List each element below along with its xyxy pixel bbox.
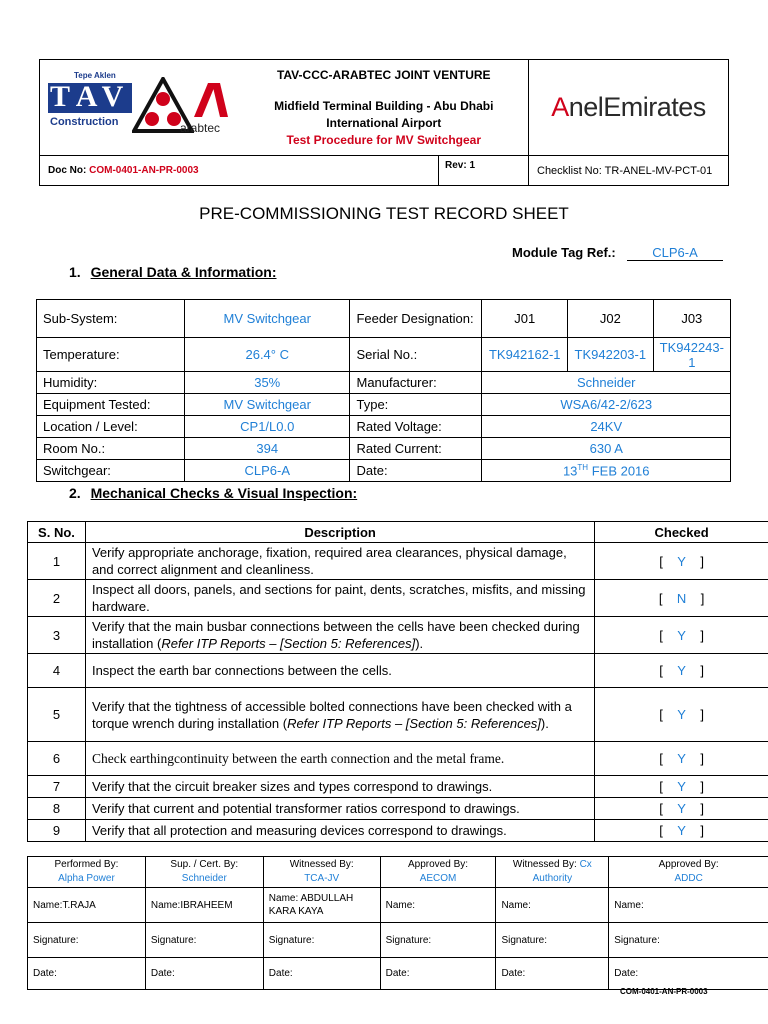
date-value <box>482 460 731 482</box>
procedure-title: Test Procedure for MV Switchgear <box>286 132 481 147</box>
check-desc-text: Inspect all doors, panels, and sections for paint, dents, scratches, misfits, and missing hardware. <box>91 582 586 614</box>
check-row <box>28 543 768 580</box>
tav-logo-text: TAV <box>50 79 132 113</box>
check-mark-cell[interactable]: [ Y ] <box>595 820 768 842</box>
check-description <box>85 798 594 820</box>
check-desc-ref: Refer ITP Reports – [Section 5: References] <box>287 715 541 731</box>
date-label: Date: <box>350 460 482 482</box>
doc-no-label: Doc No: <box>48 165 87 176</box>
check-mark: Y <box>677 707 686 722</box>
room-label: Room No.: <box>37 438 185 460</box>
check-desc-text: Verify appropriate anchorage, fixation, required area clearances, physical damage, and correct alignment and cleanliness. <box>91 545 567 577</box>
document-header <box>39 59 729 186</box>
logo-tepe-akfen: Tepe Aklen <box>74 70 116 80</box>
checklist-no: Checklist No: TR-ANEL-MV-PCT-01 <box>529 156 729 186</box>
check-sno: 8 <box>28 798 86 820</box>
check-description <box>85 688 594 742</box>
serial-j01: TK942162-1 <box>482 338 568 372</box>
signoff-date[interactable]: Date: <box>28 958 146 990</box>
signoff-name[interactable]: Name: <box>609 888 768 923</box>
check-description <box>85 654 594 688</box>
signoff-header <box>145 857 263 888</box>
check-mark-cell[interactable]: [ Y ] <box>595 654 768 688</box>
check-desc-text: Verify that current and potential transformer ratios correspond to drawings. <box>91 801 520 816</box>
switchgear-value: CLP6-A <box>185 460 350 482</box>
check-sno: 7 <box>28 776 86 798</box>
check-description <box>85 543 594 580</box>
anel-logo-a: A <box>551 92 569 122</box>
check-row <box>28 742 768 776</box>
signoff-date[interactable]: Date: <box>380 958 496 990</box>
check-desc-text: Verify that all protection and measuring devices correspond to drawings. <box>91 823 507 838</box>
check-sno: 9 <box>28 820 86 842</box>
check-desc-text: Verify that the main busbar connections between the cells have been checked during installation ( <box>91 619 580 651</box>
voltage-label: Rated Voltage: <box>350 416 482 438</box>
check-row <box>28 580 768 617</box>
section-2-heading <box>69 485 357 501</box>
check-desc-text: Check earthingcontinuity between the earth connection and the metal frame. <box>91 751 505 766</box>
subsystem-label: Sub-System: <box>37 300 185 338</box>
location-label: Location / Level: <box>37 416 185 438</box>
switchgear-label: Switchgear: <box>37 460 185 482</box>
equipment-value: MV Switchgear <box>185 394 350 416</box>
check-sno: 3 <box>28 617 86 654</box>
anel-logo-rest: nelEmirates <box>568 92 706 122</box>
section-1-title: General Data & Information: <box>90 264 277 280</box>
signoff-org: Schneider <box>181 873 227 884</box>
location-value: CP1/L0.0 <box>185 416 350 438</box>
doc-no-cell <box>40 156 439 186</box>
signoff-header <box>380 857 496 888</box>
check-row <box>28 798 768 820</box>
check-row <box>28 688 768 742</box>
signoff-header <box>609 857 768 888</box>
module-tag-value: CLP6-A <box>652 245 698 260</box>
subsystem-value: MV Switchgear <box>185 300 350 338</box>
check-row <box>28 617 768 654</box>
check-desc-text: Verify that the circuit breaker sizes and types correspond to drawings. <box>91 779 493 794</box>
feeder-j02: J02 <box>568 300 654 338</box>
rev-label: Rev: 1 <box>445 160 476 171</box>
section-2-title: Mechanical Checks & Visual Inspection: <box>90 485 358 501</box>
check-desc-tail: ). <box>540 715 549 731</box>
section-1-heading <box>69 264 277 280</box>
check-desc-text: Inspect the earth bar connections between the cells. <box>91 663 392 678</box>
section-2-number: 2. <box>69 485 81 501</box>
check-row <box>28 776 768 798</box>
check-row <box>28 820 768 842</box>
signoff-date[interactable]: Date: <box>263 958 380 990</box>
check-mark: Y <box>677 751 686 766</box>
current-label: Rated Current: <box>350 438 482 460</box>
project-line-1: Midfield Terminal Building - Abu Dhabi <box>274 98 494 113</box>
temperature-label: Temperature: <box>37 338 185 372</box>
check-sno: 2 <box>28 580 86 617</box>
signoff-signature[interactable]: Signature: <box>496 923 609 958</box>
check-mark: Y <box>677 823 686 838</box>
doc-no-value: COM-0401-AN-PR-0003 <box>89 165 199 176</box>
check-sno: 4 <box>28 654 86 688</box>
check-row <box>28 654 768 688</box>
general-data-table <box>36 299 731 482</box>
arabtec-mark-icon <box>190 79 230 119</box>
signoff-name[interactable]: Name: <box>496 888 609 923</box>
logo-arabtec: arabtec <box>180 120 221 135</box>
col-desc-header: Description <box>85 522 594 543</box>
col-checked-header: Checked <box>595 522 768 543</box>
check-mark-cell[interactable]: [ Y ] <box>595 688 768 742</box>
mechanical-checks-table <box>27 521 768 842</box>
rev-cell <box>439 156 529 186</box>
col-sno-header: S. No. <box>28 522 86 543</box>
module-tag-field <box>627 245 723 261</box>
check-description <box>85 617 594 654</box>
signoff-name[interactable]: Name: <box>380 888 496 923</box>
check-description <box>85 776 594 798</box>
signoff-role-extra: Cx <box>579 859 592 870</box>
feeder-j03: J03 <box>653 300 730 338</box>
check-mark: Y <box>677 627 686 643</box>
signoff-org: ADDC <box>674 873 703 884</box>
check-description <box>85 580 594 617</box>
header-title-block <box>240 60 529 156</box>
room-value: 394 <box>185 438 350 460</box>
date-suffix: TH <box>577 462 589 472</box>
humidity-value: 35% <box>185 372 350 394</box>
signoff-signature[interactable]: Signature: <box>380 923 496 958</box>
check-sno: 6 <box>28 742 86 776</box>
equipment-label: Equipment Tested: <box>37 394 185 416</box>
check-description <box>85 742 594 776</box>
check-mark-cell[interactable]: [ Y ] <box>595 617 768 654</box>
type-value: WSA6/42-2/623 <box>482 394 731 416</box>
signoff-signature[interactable]: Signature: <box>263 923 380 958</box>
signoff-date[interactable]: Date: <box>145 958 263 990</box>
check-mark-cell[interactable]: [ Y ] <box>595 776 768 798</box>
signoff-signature[interactable]: Signature: <box>145 923 263 958</box>
check-mark-cell[interactable]: [ Y ] <box>595 742 768 776</box>
logo-construction: Construction <box>50 115 119 128</box>
module-tag-label: Module Tag Ref.: <box>512 245 616 260</box>
date-day: 13 <box>562 463 578 479</box>
signoff-role: Sup. / Cert. By: <box>170 859 239 870</box>
section-1-number: 1. <box>69 264 81 280</box>
feeder-label: Feeder Designation: <box>350 300 482 338</box>
signoff-role: Witnessed By: <box>512 859 577 870</box>
check-desc-text: Verify that the tightness of accessible bolted connections have been checked with a torque wrench during installation ( <box>91 698 572 731</box>
signoff-org: Authority <box>532 873 573 884</box>
signoff-header <box>496 857 609 888</box>
voltage-value: 24KV <box>482 416 731 438</box>
check-mark: N <box>676 590 687 606</box>
check-sno: 5 <box>28 688 86 742</box>
serial-j03: TK942243-1 <box>653 338 730 372</box>
check-mark: Y <box>677 663 686 678</box>
check-desc-tail: ). <box>415 636 424 651</box>
check-mark: Y <box>677 801 686 816</box>
check-sno: 1 <box>28 543 86 580</box>
check-mark: Y <box>677 779 686 794</box>
humidity-label: Humidity: <box>37 372 185 394</box>
check-description <box>85 820 594 842</box>
temperature-value: 26.4° C <box>185 338 350 372</box>
signoff-name[interactable]: Name: ABDULLAH KARA KAYA <box>263 888 380 923</box>
signoff-date[interactable]: Date: <box>496 958 609 990</box>
signoff-header <box>263 857 380 888</box>
check-mark-cell[interactable]: [ Y ] <box>595 543 768 580</box>
check-mark-cell[interactable]: [ N ] <box>595 580 768 617</box>
signoff-role: Performed By: <box>54 859 119 870</box>
signoff-date[interactable]: Date: <box>609 958 768 990</box>
current-value: 630 A <box>482 438 731 460</box>
serial-label: Serial No.: <box>350 338 482 372</box>
feeder-j01: J01 <box>482 300 568 338</box>
check-desc-ref: Refer ITP Reports – [Section 5: References] <box>161 636 416 651</box>
jv-name: TAV-CCC-ARABTEC JOINT VENTURE <box>276 67 491 82</box>
check-mark-cell[interactable]: [ Y ] <box>595 798 768 820</box>
signoff-org: Alpha Power <box>58 873 115 884</box>
signoff-org: AECOM <box>419 873 457 884</box>
check-mark: Y <box>677 553 686 569</box>
signoff-role: Approved By: <box>658 859 719 870</box>
signoff-header <box>28 857 146 888</box>
contractor-logos <box>40 60 240 156</box>
signoff-table <box>27 856 768 990</box>
signoff-org: TCA-JV <box>304 873 340 884</box>
date-month-year: FEB 2016 <box>591 463 650 479</box>
manufacturer-value: Schneider <box>482 372 731 394</box>
footer-doc-ref: COM-0401-AN-PR-0003 <box>620 987 708 996</box>
manufacturer-label: Manufacturer: <box>350 372 482 394</box>
signoff-name[interactable]: Name:IBRAHEEM <box>145 888 263 923</box>
project-line-2: International Airport <box>326 115 442 130</box>
signoff-signature[interactable]: Signature: <box>28 923 146 958</box>
signoff-role: Approved By: <box>408 859 469 870</box>
document-title: PRE-COMMISSIONING TEST RECORD SHEET <box>199 204 569 223</box>
signoff-signature[interactable]: Signature: <box>609 923 768 958</box>
type-label: Type: <box>350 394 482 416</box>
signoff-role: Witnessed By: <box>289 859 354 870</box>
anel-logo <box>529 60 729 156</box>
signoff-name[interactable]: Name:T.RAJA <box>28 888 146 923</box>
serial-j02: TK942203-1 <box>568 338 654 372</box>
